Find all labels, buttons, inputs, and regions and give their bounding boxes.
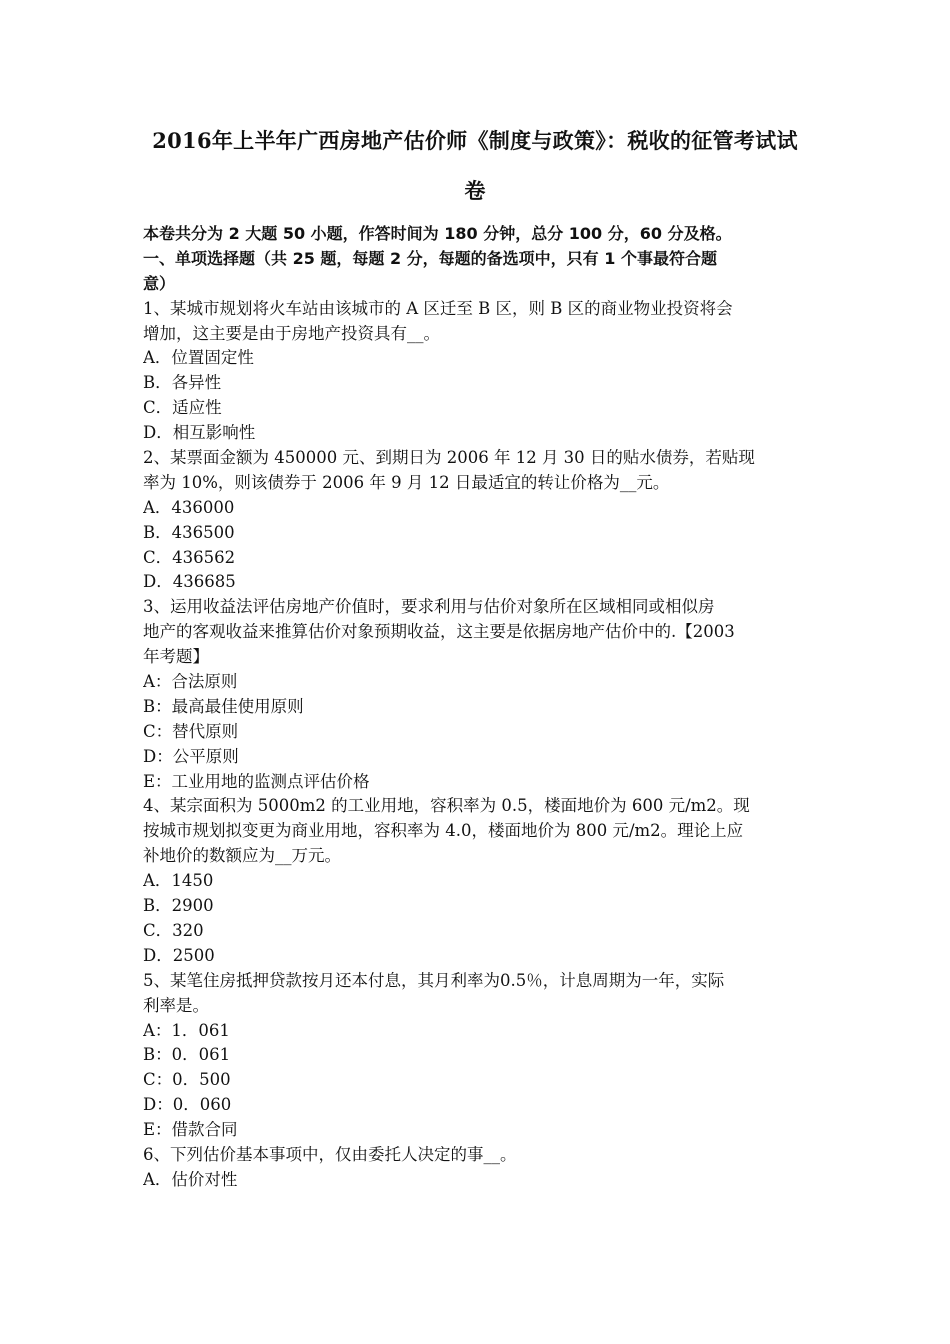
question-stem-line: 地产的客观收益来推算估价对象预期收益，这主要是依据房地产估价中的.【2003 bbox=[143, 622, 735, 642]
question-stem-line: 1、某城市规划将火车站由该城市的 A 区迁至 B 区，则 B 区的商业物业投资将会 bbox=[143, 298, 733, 318]
question-stem-line: 3、运用收益法评估房地产价值时，要求利用与估价对象所在区域相同或相似房 bbox=[143, 597, 715, 617]
answer-option: C：0．500 bbox=[143, 1070, 231, 1090]
answer-option: A．估价对性 bbox=[143, 1169, 238, 1189]
section-heading: 一、单项选择题（共 25 题，每题 2 分，每题的备选项中，只有 1 个事最符合题 bbox=[143, 248, 717, 268]
question-list bbox=[143, 297, 811, 1193]
answer-option: D．相互影响性 bbox=[143, 423, 256, 443]
answer-option: C．适应性 bbox=[143, 398, 222, 418]
answer-option: C．320 bbox=[143, 920, 204, 940]
answer-option: D．436685 bbox=[143, 572, 236, 592]
question-4 bbox=[143, 794, 811, 968]
answer-option: B：最高最佳使用原则 bbox=[143, 696, 304, 716]
answer-option: A．位置固定性 bbox=[143, 348, 254, 368]
question-stem-line: 利率是。 bbox=[143, 995, 209, 1015]
answer-option: E：工业用地的监测点评估价格 bbox=[143, 771, 370, 791]
answer-option: D：0．060 bbox=[143, 1095, 232, 1115]
question-stem-line: 增加，这主要是由于房地产投资具有__。 bbox=[143, 323, 440, 343]
question-5 bbox=[143, 969, 811, 1143]
question-stem-line: 率为 10%，则该债券于 2006 年 9 月 12 日最适宜的转让价格为__元。 bbox=[143, 472, 670, 492]
question-stem-line: 补地价的数额应为__万元。 bbox=[143, 846, 341, 866]
answer-option: C：替代原则 bbox=[143, 721, 239, 741]
question-stem-line: 2、某票面金额为 450000 元、到期日为 2006 年 12 月 30 日的贴水债券，若贴现 bbox=[143, 448, 755, 468]
document-title-line2: 卷 bbox=[464, 178, 486, 203]
question-stem-line: 4、某宗面积为 5000m2 的工业用地，容积率为 0.5，楼面地价为 600 元/m2。现 bbox=[143, 796, 750, 816]
answer-option: A：1．061 bbox=[143, 1020, 230, 1040]
question-stem-line: 按城市规划拟变更为商业用地，容积率为 4.0，楼面地价为 800 元/m2。理论上应 bbox=[143, 821, 744, 841]
question-stem-line: 5、某笔住房抵押贷款按月还本付息，其月利率为0.5％，计息周期为一年，实际 bbox=[143, 970, 725, 990]
answer-option: D．2500 bbox=[143, 945, 215, 965]
question-1 bbox=[143, 297, 811, 446]
answer-option: C．436562 bbox=[143, 547, 236, 567]
question-stem-line: 年考题】 bbox=[143, 647, 209, 667]
question-stem-line: 6、下列估价基本事项中，仅由委托人决定的事__。 bbox=[143, 1144, 517, 1164]
document-body bbox=[143, 222, 811, 1193]
answer-option: A：合法原则 bbox=[143, 672, 238, 692]
answer-option: D：公平原则 bbox=[143, 746, 239, 766]
question-3 bbox=[143, 595, 811, 794]
answer-option: B：0．061 bbox=[143, 1045, 231, 1065]
question-2 bbox=[143, 446, 811, 595]
answer-option: E：借款合同 bbox=[143, 1120, 238, 1140]
answer-option: A．1450 bbox=[143, 871, 214, 891]
question-6 bbox=[143, 1143, 811, 1193]
section-heading-continued: 意） bbox=[143, 273, 176, 293]
answer-option: B．各异性 bbox=[143, 373, 222, 393]
answer-option: B．2900 bbox=[143, 896, 214, 916]
answer-option: B．436500 bbox=[143, 522, 235, 542]
answer-option: A．436000 bbox=[143, 497, 235, 517]
document-title-line1: 2016年上半年广西房地产估价师《制度与政策》：税收的征管考试试 bbox=[152, 128, 798, 153]
exam-intro: 本卷共分为 2 大题 50 小题，作答时间为 180 分钟，总分 100 分，60 分及格。 bbox=[143, 224, 732, 243]
